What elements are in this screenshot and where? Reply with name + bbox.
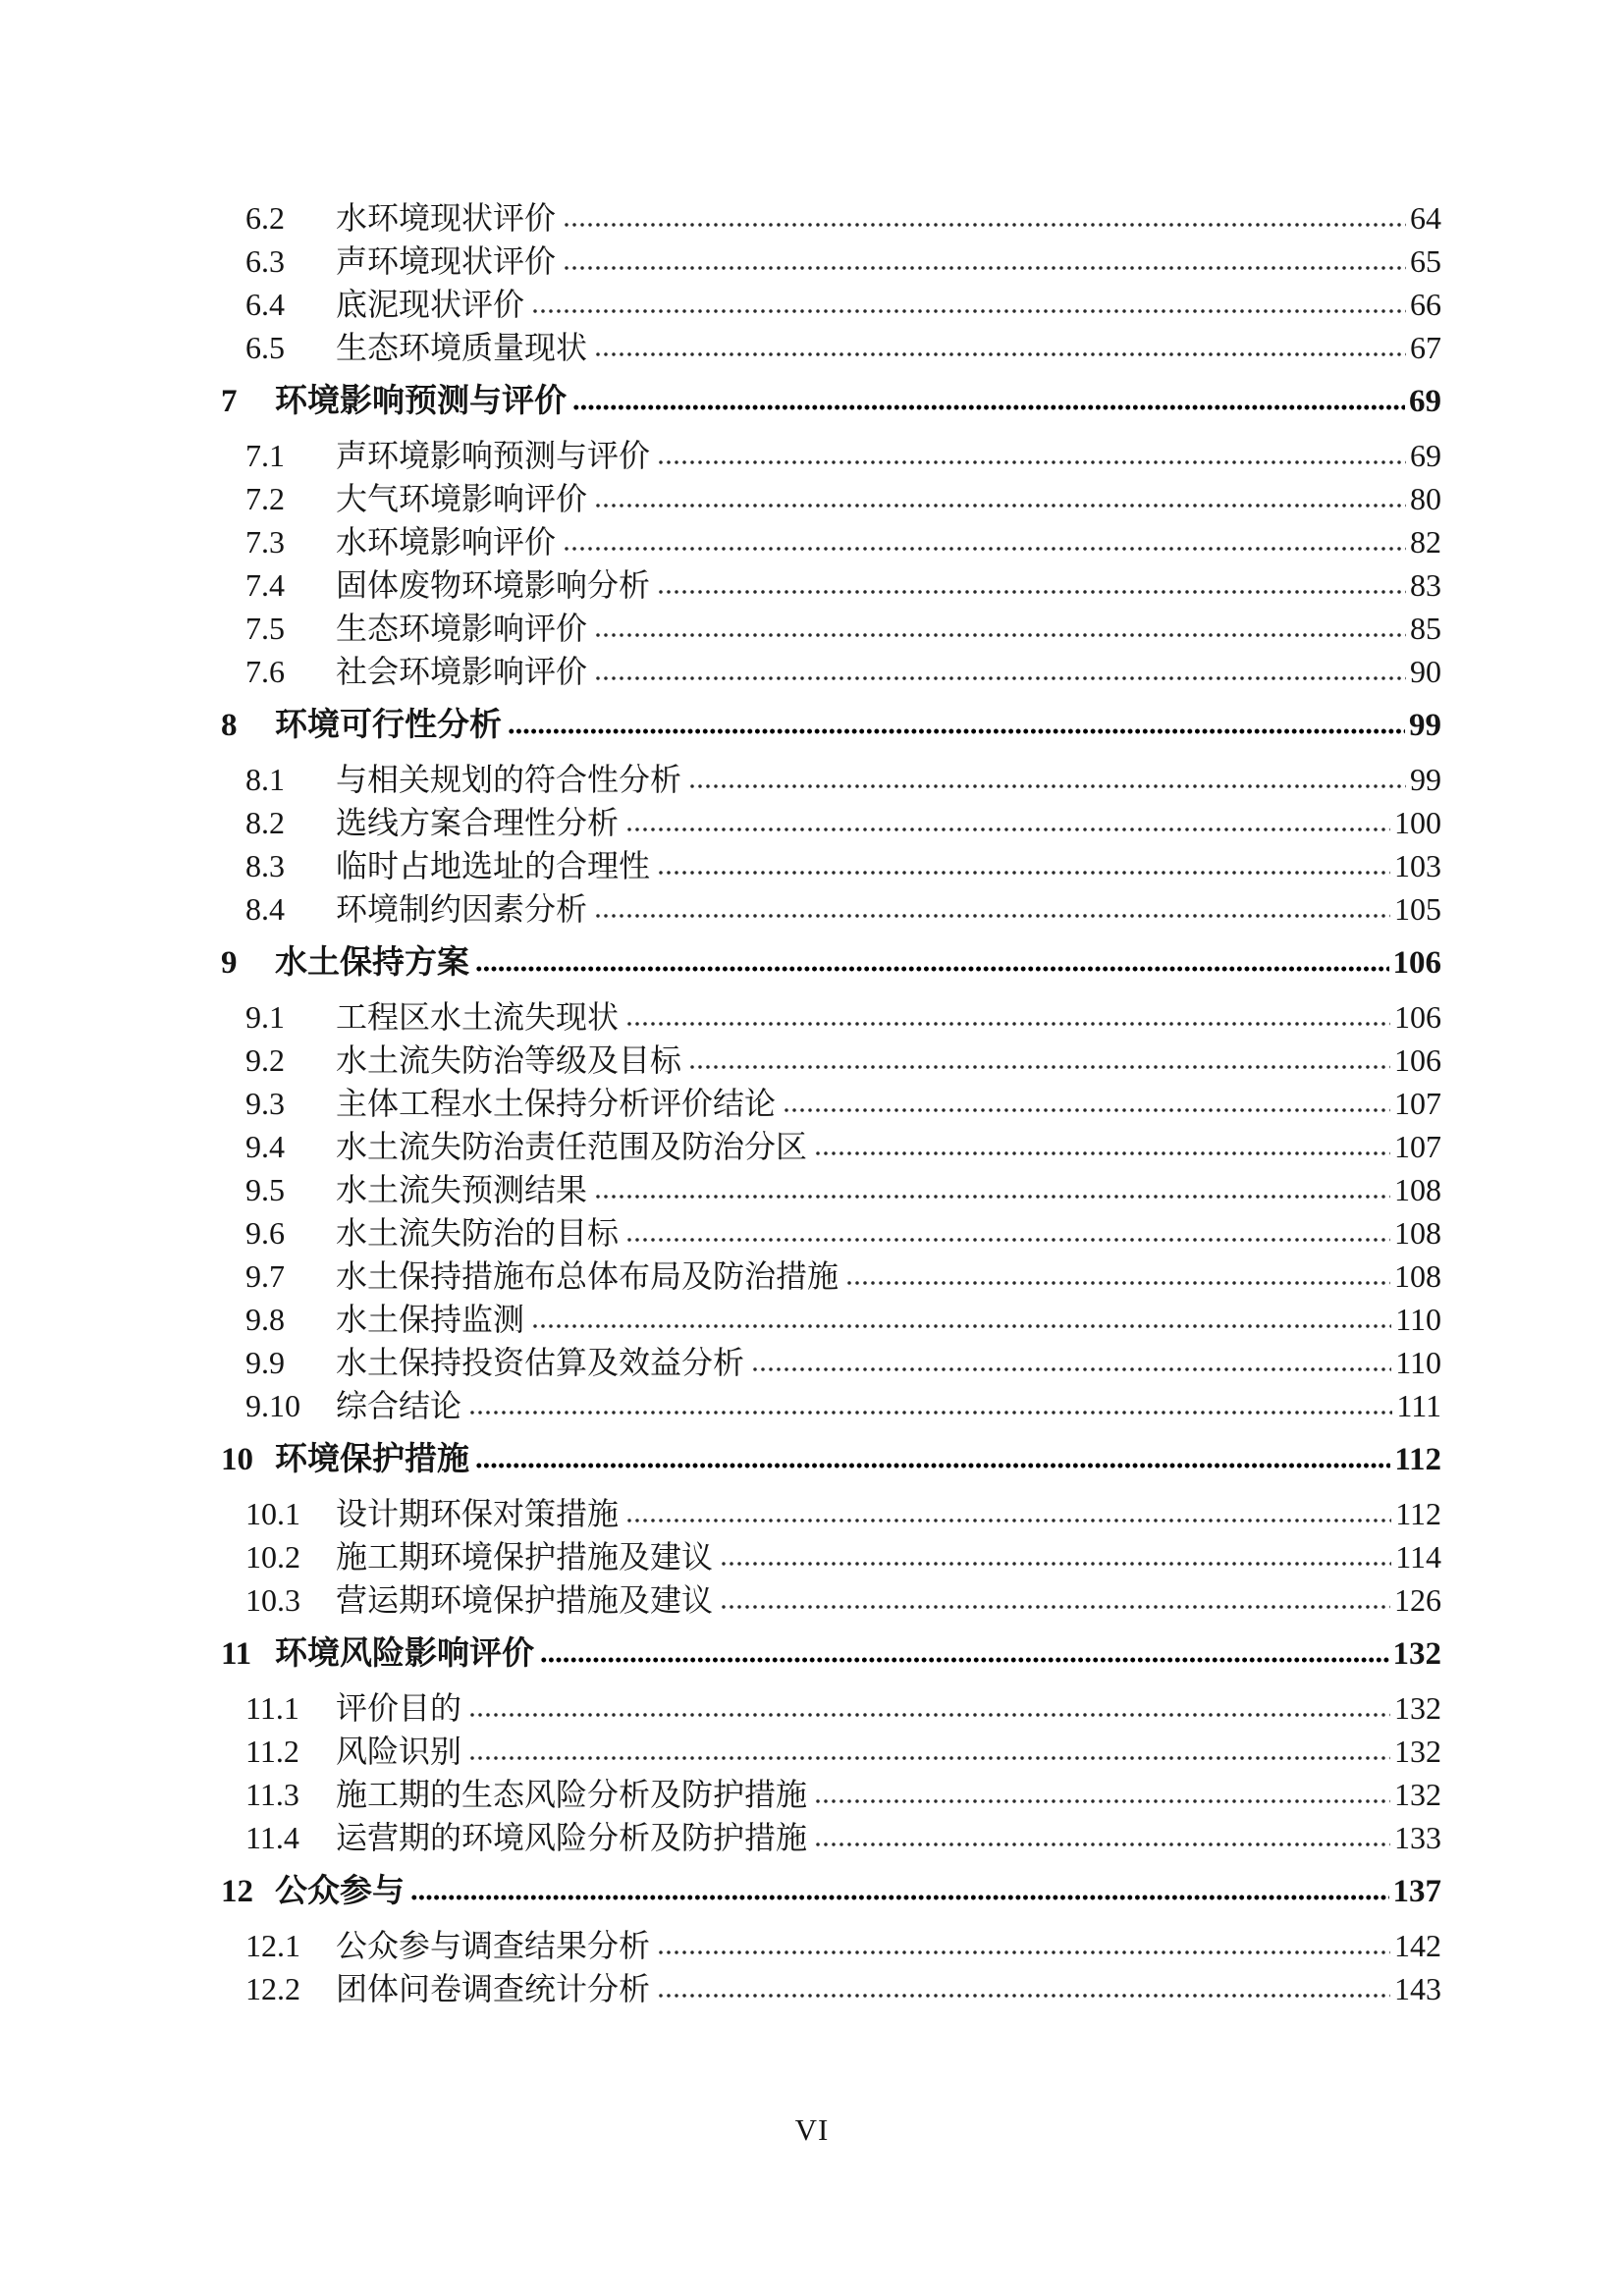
toc-leader-dots bbox=[814, 1149, 1390, 1157]
toc-entry-number: 7.6 bbox=[245, 654, 285, 689]
toc-leader-dots bbox=[625, 1236, 1390, 1244]
toc-entry-title: 水环境影响评价 bbox=[336, 524, 557, 560]
toc-entry-number: 9.6 bbox=[245, 1215, 285, 1251]
toc-leader-dots bbox=[468, 1754, 1390, 1762]
toc-entry[interactable] bbox=[221, 477, 1441, 520]
toc-entry-title: 生态环境影响评价 bbox=[336, 611, 588, 646]
toc-leader-dots bbox=[625, 1020, 1390, 1028]
toc-entry-number: 10.3 bbox=[245, 1582, 300, 1618]
toc-entry-number: 11.3 bbox=[245, 1777, 299, 1812]
toc-entry-number: 12.2 bbox=[245, 1971, 300, 2006]
toc-leader-dots bbox=[468, 1711, 1390, 1719]
toc-entry-page: 82 bbox=[1410, 524, 1441, 560]
toc-entry-page: 83 bbox=[1410, 567, 1441, 603]
toc-entry-number: 6.5 bbox=[245, 330, 285, 365]
toc-leader-dots bbox=[594, 674, 1406, 682]
toc-entry-number: 7 bbox=[221, 384, 238, 419]
toc-entry-page: 132 bbox=[1392, 1636, 1441, 1672]
toc-entry[interactable] bbox=[221, 563, 1441, 607]
toc-leader-dots bbox=[594, 502, 1406, 509]
toc-entry-number: 9.5 bbox=[245, 1172, 285, 1207]
toc-entry[interactable] bbox=[221, 1773, 1441, 1816]
toc-entry[interactable] bbox=[221, 434, 1441, 477]
toc-entry-title: 公众参与调查结果分析 bbox=[336, 1928, 651, 1963]
toc-entry-number: 7.4 bbox=[245, 567, 285, 603]
table-of-contents bbox=[221, 196, 1441, 2010]
toc-entry-number: 9.10 bbox=[245, 1388, 300, 1423]
toc-entry-page: 107 bbox=[1394, 1086, 1441, 1121]
toc-leader-dots bbox=[625, 826, 1390, 833]
toc-entry-title: 水土保持监测 bbox=[336, 1302, 525, 1337]
toc-entry[interactable] bbox=[221, 1578, 1441, 1622]
toc-entry-title: 运营期的环境风险分析及防护措施 bbox=[336, 1820, 808, 1855]
toc-entry-title: 主体工程水土保持分析评价结论 bbox=[336, 1086, 777, 1121]
toc-entry-number: 10.1 bbox=[245, 1496, 300, 1531]
toc-entry[interactable] bbox=[221, 704, 1441, 747]
toc-entry-title: 固体废物环境影响分析 bbox=[336, 567, 651, 603]
toc-entry-title: 与相关规划的符合性分析 bbox=[336, 762, 682, 797]
toc-entry-number: 9.8 bbox=[245, 1302, 285, 1337]
toc-entry-number: 6.2 bbox=[245, 200, 285, 236]
toc-entry[interactable] bbox=[221, 844, 1441, 887]
toc-entry-page: 64 bbox=[1410, 200, 1441, 236]
toc-entry-title: 营运期环境保护措施及建议 bbox=[336, 1582, 714, 1618]
toc-leader-dots bbox=[531, 307, 1406, 315]
toc-entry-page: 106 bbox=[1394, 999, 1441, 1035]
toc-leader-dots bbox=[657, 588, 1406, 596]
toc-entry-title: 声环境影响预测与评价 bbox=[336, 438, 651, 473]
toc-entry-number: 9.4 bbox=[245, 1129, 285, 1164]
toc-entry-title: 环境风险影响评价 bbox=[275, 1636, 534, 1672]
toc-leader-dots bbox=[688, 782, 1406, 790]
toc-entry-title: 底泥现状评价 bbox=[336, 287, 525, 322]
toc-entry-title: 水土保持措施布总体布局及防治措施 bbox=[336, 1258, 839, 1294]
toc-entry[interactable] bbox=[221, 1168, 1441, 1211]
toc-entry[interactable] bbox=[221, 995, 1441, 1039]
toc-entry[interactable] bbox=[221, 941, 1441, 985]
toc-leader-dots bbox=[508, 727, 1405, 735]
toc-entry-number: 8 bbox=[221, 708, 238, 743]
toc-entry-number: 8.3 bbox=[245, 848, 285, 883]
toc-entry-page: 133 bbox=[1394, 1820, 1441, 1855]
toc-leader-dots bbox=[625, 1517, 1391, 1524]
toc-entry-number: 11.1 bbox=[245, 1690, 299, 1726]
toc-entry[interactable] bbox=[221, 1384, 1441, 1427]
toc-entry-number: 6.4 bbox=[245, 287, 285, 322]
toc-entry[interactable] bbox=[221, 1967, 1441, 2010]
toc-entry-title: 综合结论 bbox=[336, 1388, 462, 1423]
toc-leader-dots bbox=[594, 912, 1390, 920]
toc-entry-page: 110 bbox=[1395, 1302, 1441, 1337]
toc-entry-number: 7.2 bbox=[245, 481, 285, 516]
toc-entry[interactable] bbox=[221, 380, 1441, 423]
toc-entry[interactable] bbox=[221, 196, 1441, 240]
toc-entry-number: 8.2 bbox=[245, 805, 285, 840]
toc-entry-title: 风险识别 bbox=[336, 1734, 462, 1769]
toc-entry-page: 126 bbox=[1394, 1582, 1441, 1618]
toc-entry-page: 111 bbox=[1396, 1388, 1441, 1423]
toc-entry-title: 环境保护措施 bbox=[275, 1442, 469, 1477]
toc-entry-page: 110 bbox=[1395, 1345, 1441, 1380]
toc-entry-number: 11.4 bbox=[245, 1820, 299, 1855]
toc-entry-page: 108 bbox=[1394, 1258, 1441, 1294]
toc-entry[interactable] bbox=[221, 1535, 1441, 1578]
toc-entry-title: 水土流失防治等级及目标 bbox=[336, 1042, 682, 1078]
toc-leader-dots bbox=[594, 631, 1406, 639]
toc-entry-title: 水土保持方案 bbox=[275, 945, 469, 981]
toc-entry[interactable] bbox=[221, 1924, 1441, 1967]
toc-leader-dots bbox=[720, 1560, 1391, 1568]
toc-entry[interactable] bbox=[221, 1686, 1441, 1730]
toc-entry-page: 132 bbox=[1394, 1777, 1441, 1812]
toc-entry-number: 11.2 bbox=[245, 1734, 299, 1769]
toc-entry-title: 公众参与 bbox=[275, 1874, 405, 1909]
toc-entry-number: 12.1 bbox=[245, 1928, 300, 1963]
toc-entry-number: 7.3 bbox=[245, 524, 285, 560]
toc-entry-number: 10.2 bbox=[245, 1539, 300, 1575]
toc-entry-page: 108 bbox=[1394, 1172, 1441, 1207]
toc-leader-dots bbox=[783, 1106, 1390, 1114]
toc-entry-title: 环境制约因素分析 bbox=[336, 891, 588, 927]
toc-leader-dots bbox=[657, 1949, 1390, 1956]
toc-entry-title: 环境影响预测与评价 bbox=[275, 384, 567, 419]
toc-entry[interactable] bbox=[221, 887, 1441, 931]
toc-entry-page: 99 bbox=[1409, 708, 1441, 743]
toc-entry[interactable] bbox=[221, 283, 1441, 326]
toc-entry-title: 设计期环保对策措施 bbox=[336, 1496, 620, 1531]
toc-entry-number: 7.5 bbox=[245, 611, 285, 646]
toc-entry-page: 106 bbox=[1394, 1042, 1441, 1078]
toc-entry-title: 评价目的 bbox=[336, 1690, 462, 1726]
toc-entry-title: 选线方案合理性分析 bbox=[336, 805, 620, 840]
toc-leader-dots bbox=[594, 350, 1406, 358]
toc-leader-dots bbox=[540, 1656, 1389, 1664]
toc-leader-dots bbox=[594, 1193, 1390, 1201]
toc-leader-dots bbox=[814, 1797, 1390, 1805]
toc-entry[interactable] bbox=[221, 1438, 1441, 1481]
toc-entry[interactable] bbox=[221, 801, 1441, 844]
toc-leader-dots bbox=[475, 965, 1389, 973]
toc-entry-title: 施工期的生态风险分析及防护措施 bbox=[336, 1777, 808, 1812]
toc-leader-dots bbox=[657, 869, 1390, 877]
toc-entry[interactable] bbox=[221, 758, 1441, 801]
toc-entry[interactable] bbox=[221, 240, 1441, 283]
toc-entry-page: 103 bbox=[1394, 848, 1441, 883]
toc-entry-page: 106 bbox=[1392, 945, 1441, 981]
toc-leader-dots bbox=[720, 1603, 1390, 1611]
toc-entry-page: 85 bbox=[1410, 611, 1441, 646]
toc-entry-page: 143 bbox=[1394, 1971, 1441, 2006]
toc-entry[interactable] bbox=[221, 1255, 1441, 1298]
toc-entry[interactable] bbox=[221, 1870, 1441, 1913]
toc-entry-number: 9.9 bbox=[245, 1345, 285, 1380]
page-number-footer: VI bbox=[794, 2112, 830, 2147]
toc-entry-number: 12 bbox=[221, 1874, 253, 1909]
toc-leader-dots bbox=[845, 1279, 1390, 1287]
toc-entry-page: 99 bbox=[1410, 762, 1441, 797]
toc-entry-page: 67 bbox=[1410, 330, 1441, 365]
toc-leader-dots bbox=[563, 221, 1406, 229]
toc-entry-page: 112 bbox=[1395, 1496, 1441, 1531]
toc-entry-number: 8.4 bbox=[245, 891, 285, 927]
toc-entry[interactable] bbox=[221, 607, 1441, 650]
toc-entry[interactable] bbox=[221, 1298, 1441, 1341]
toc-entry-title: 施工期环境保护措施及建议 bbox=[336, 1539, 714, 1575]
toc-entry-number: 9.7 bbox=[245, 1258, 285, 1294]
toc-entry-page: 105 bbox=[1394, 891, 1441, 927]
toc-entry-page: 65 bbox=[1410, 243, 1441, 279]
toc-entry-page: 69 bbox=[1409, 384, 1441, 419]
toc-entry[interactable] bbox=[221, 1039, 1441, 1082]
toc-leader-dots bbox=[657, 458, 1406, 466]
toc-entry-page: 69 bbox=[1410, 438, 1441, 473]
toc-entry[interactable] bbox=[221, 1341, 1441, 1384]
toc-entry-title: 团体问卷调查统计分析 bbox=[336, 1971, 651, 2006]
toc-entry-title: 社会环境影响评价 bbox=[336, 654, 588, 689]
toc-entry-page: 66 bbox=[1410, 287, 1441, 322]
toc-leader-dots bbox=[563, 545, 1406, 553]
toc-entry[interactable] bbox=[221, 650, 1441, 693]
toc-entry-title: 环境可行性分析 bbox=[275, 708, 502, 743]
toc-leader-dots bbox=[475, 1462, 1390, 1469]
toc-leader-dots bbox=[751, 1365, 1391, 1373]
toc-entry-page: 108 bbox=[1394, 1215, 1441, 1251]
toc-entry[interactable] bbox=[221, 520, 1441, 563]
toc-entry[interactable] bbox=[221, 1730, 1441, 1773]
toc-leader-dots bbox=[814, 1841, 1390, 1848]
toc-entry-page: 90 bbox=[1410, 654, 1441, 689]
toc-leader-dots bbox=[688, 1063, 1390, 1071]
toc-entry-number: 9.1 bbox=[245, 999, 285, 1035]
toc-entry-page: 114 bbox=[1395, 1539, 1441, 1575]
toc-entry-number: 9 bbox=[221, 945, 238, 981]
toc-entry-number: 6.3 bbox=[245, 243, 285, 279]
toc-entry[interactable] bbox=[221, 1125, 1441, 1168]
toc-entry-number: 7.1 bbox=[245, 438, 285, 473]
toc-leader-dots bbox=[410, 1894, 1389, 1901]
toc-entry-title: 工程区水土流失现状 bbox=[336, 999, 620, 1035]
toc-entry-number: 11 bbox=[221, 1636, 252, 1672]
toc-entry-page: 100 bbox=[1394, 805, 1441, 840]
toc-leader-dots bbox=[657, 1992, 1390, 2000]
toc-entry-title: 生态环境质量现状 bbox=[336, 330, 588, 365]
toc-entry-number: 10 bbox=[221, 1442, 253, 1477]
toc-entry-title: 声环境现状评价 bbox=[336, 243, 557, 279]
toc-entry-page: 107 bbox=[1394, 1129, 1441, 1164]
toc-entry[interactable] bbox=[221, 1082, 1441, 1125]
toc-entry-title: 临时占地选址的合理性 bbox=[336, 848, 651, 883]
toc-entry[interactable] bbox=[221, 1816, 1441, 1859]
toc-entry-page: 112 bbox=[1394, 1442, 1441, 1477]
toc-entry-title: 水土流失防治的目标 bbox=[336, 1215, 620, 1251]
toc-entry-page: 142 bbox=[1394, 1928, 1441, 1963]
toc-leader-dots bbox=[468, 1409, 1392, 1416]
toc-entry[interactable] bbox=[221, 1632, 1441, 1676]
toc-leader-dots bbox=[563, 264, 1406, 272]
toc-entry[interactable] bbox=[221, 1492, 1441, 1535]
toc-leader-dots bbox=[572, 403, 1405, 411]
toc-entry-page: 132 bbox=[1394, 1690, 1441, 1726]
toc-entry-number: 8.1 bbox=[245, 762, 285, 797]
toc-entry-title: 水土流失预测结果 bbox=[336, 1172, 588, 1207]
toc-entry-title: 大气环境影响评价 bbox=[336, 481, 588, 516]
toc-entry-number: 9.3 bbox=[245, 1086, 285, 1121]
toc-entry-title: 水土保持投资估算及效益分析 bbox=[336, 1345, 745, 1380]
toc-entry-page: 80 bbox=[1410, 481, 1441, 516]
toc-entry-page: 132 bbox=[1394, 1734, 1441, 1769]
toc-entry-number: 9.2 bbox=[245, 1042, 285, 1078]
toc-entry-page: 137 bbox=[1392, 1874, 1441, 1909]
toc-entry-title: 水环境现状评价 bbox=[336, 200, 557, 236]
toc-entry[interactable] bbox=[221, 326, 1441, 369]
toc-entry[interactable] bbox=[221, 1211, 1441, 1255]
toc-leader-dots bbox=[531, 1322, 1391, 1330]
toc-entry-title: 水土流失防治责任范围及防治分区 bbox=[336, 1129, 808, 1164]
